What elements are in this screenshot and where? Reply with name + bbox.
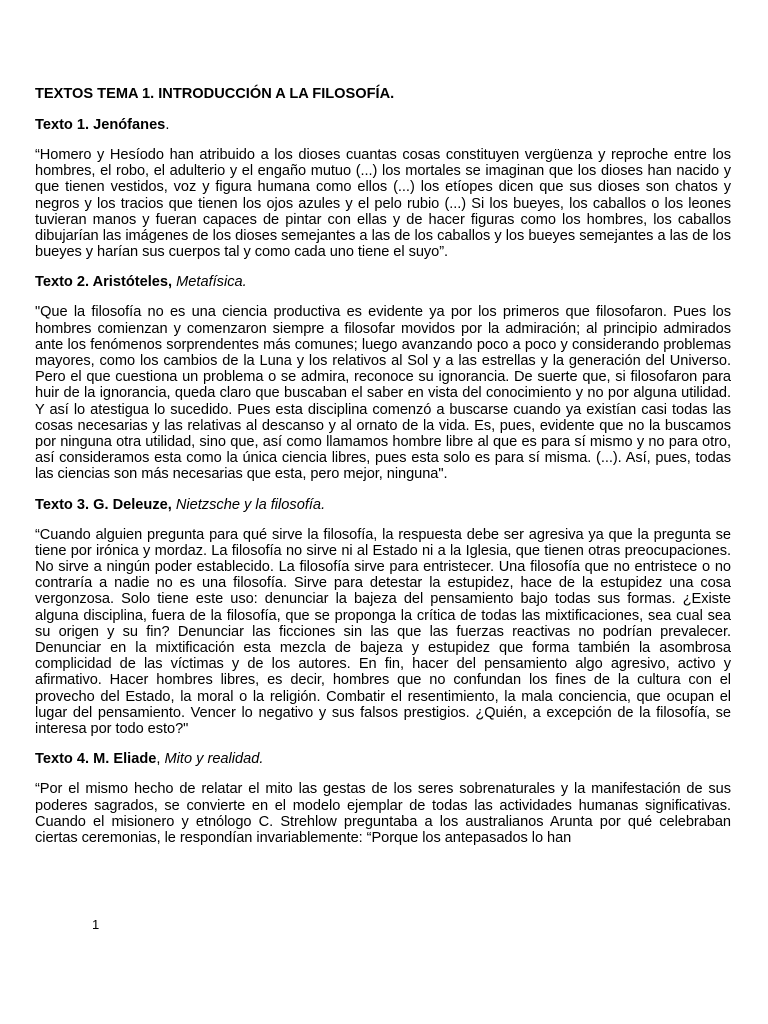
section-heading-texto-4: [35, 751, 731, 768]
section-body-texto-4: “Por el mismo hecho de relatar el mito las gestas de los seres sobrenaturales y la manifestación de sus poderes sagrados, se convierte en el modelo ejemplar de todas las actividades humanas significativas. Cuando el misionero y etnólogo C. Strehlow preguntaba a los australianos Arunta por qué celebraban ciertas ceremonias, le respondían invariablemente: “Porque los antepasados lo han: [35, 781, 731, 846]
section-body-texto-3: “Cuando alguien pregunta para qué sirve la filosofía, la respuesta debe ser agresiva ya que la pregunta se tiene por irónica y mordaz. La filosofía no sirve ni al Estado ni a la Iglesia, que tienen otras preocupaciones. No sirve a ningún poder establecido. La filosofía sirve para entristecer. Una filosofía que no entristece o no contraría a nadie no es una filosofía. Sirve para detestar la estupidez, hace de la estupidez una cosa vergonzosa. Solo tiene este uso: denunciar la bajeza del pensamiento bajo todas sus formas. ¿Existe alguna disciplina, fuera de la filosofía, que se proponga la crítica de todas las mixtificaciones, sea cual sea su origen y su fin? Denunciar las ficciones sin las que las fuerzas reactivas no podrían prevalecer. Denunciar en la mixtificación esta mezcla de bajeza y estupidez que forma también la asombrosa complicidad de las víctimas y de los autores. En fin, hacer del pensamiento algo agresivo, activo y afirmativo. Hacer hombres libres, es decir, hombres que no confundan los fines de la cultura con el provecho del Estado, la moral o la religión. Combatir el resentimiento, la mala conciencia, que ocupan el lugar del pensamiento. Vencer lo negativo y sus falsos prestigios. ¿Quién, a excepción de la filosofía, se interesa por todo esto?": [35, 526, 731, 738]
section-heading-label: Texto 4. M. Eliade: [35, 751, 157, 768]
document-content: [35, 86, 731, 860]
section-heading-punct: .: [321, 496, 326, 513]
section-heading-label: Texto 3. G. Deleuze,: [35, 496, 172, 513]
section-heading-punct: .: [259, 751, 264, 768]
section-heading-texto-3: [35, 497, 731, 514]
section-heading-texto-2: [35, 274, 731, 291]
section-heading-punct: .: [242, 274, 247, 291]
section-body-texto-1: “Homero y Hesíodo han atribuido a los dioses cuantas cosas constituyen vergüenza y reproche entre los hombres, el robo, el adulterio y el engaño mutuo (...) los mortales se imaginan que los dioses han nacido y que tienen vestidos, voz y figura humana como ellos (...) los etíopes dicen que sus dioses son chatos y negros y los tracios que tienen los ojos azules y el pelo rubio (...) Si los bueyes, los caballos o los leones tuvieran manos y fueran capaces de pintar con ellas y de hacer figuras como los hombres, los caballos dibujarían las imágenes de los dioses semejantes a las de los caballos y los bueyes semejantes a las de los bueyes y harían sus cuerpos tal y como cada uno tiene el suyo”.: [35, 147, 731, 261]
section-heading-texto-1: [35, 117, 731, 134]
section-heading-label: Texto 2. Aristóteles,: [35, 274, 173, 291]
page-number: 1: [92, 917, 100, 932]
section-body-texto-2: "Que la filosofía no es una ciencia productiva es evidente ya por los primeros que filosofaron. Pues los hombres comienzan y comenzaron siempre a filosofar movidos por la admiración; al principio admirados ante los fenómenos sorprendentes más comunes; luego avanzando poco a poco y considerando problemas mayores, como los cambios de la Luna y los relativos al Sol y a las estrellas y la generación del Universo. Pero el que cuestiona un problema o se admira, reconoce su ignorancia. De suerte que, si filosofaron para huir de la ignorancia, queda claro que buscaban el saber en vista del conocimiento y no por alguna utilidad. Y así lo atestigua lo sucedido. Pues esta disciplina comenzó a buscarse cuando ya existían casi todas las cosas necesarias y las relativas al descanso y al ornato de la vida. Es, pues, evidente que no la buscamos por ninguna otra utilidad, sino que, así como llamamos hombre libre al que es para sí mismo y no para otro, así consideramos esta como la única ciencia libres, pues esta solo es para sí misma. (...). Así, pues, todas las ciencias son más necesarias que esta, pero mejor, ninguna".: [35, 304, 731, 483]
document-title: TEXTOS TEMA 1. INTRODUCCIÓN A LA FILOSOFÍA.: [35, 86, 395, 102]
section-heading-label: Texto 1. Jenófanes: [35, 117, 166, 133]
section-work-title: Nietzsche y la filosofía: [175, 496, 322, 513]
section-work-title: Metafísica: [176, 274, 243, 291]
section-heading-comma: ,: [156, 751, 165, 768]
section-heading-punct: .: [165, 117, 170, 133]
section-work-title: Mito y realidad: [164, 751, 260, 768]
